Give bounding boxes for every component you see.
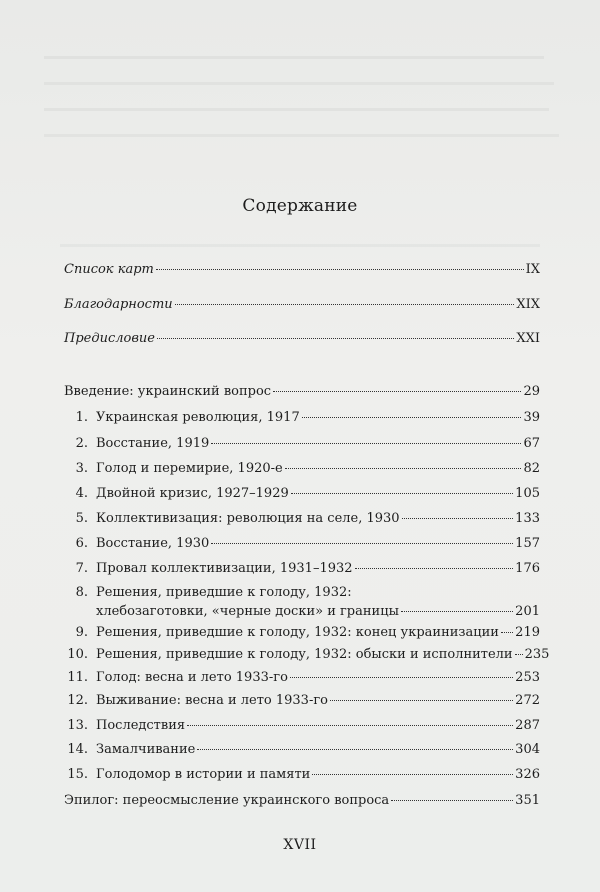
toc-entry-title: Голод и перемирие, 1920-е [96,461,283,476]
toc-entry-title: Восстание, 1930 [96,536,210,551]
chapter-number: 15. [67,767,88,782]
toc-chapter [64,536,540,552]
toc-entry-title: Решения, приведшие к голоду, 1932: [96,585,352,600]
toc-front-item [64,262,540,278]
toc-entry-title: Благодарности [64,297,173,312]
toc-chapter [64,670,540,686]
chapter-number: 12. [67,693,88,708]
dot-leader [330,699,513,701]
toc-chapter [64,486,540,502]
dot-leader [175,303,515,305]
toc-chapter [64,625,540,641]
toc-entry-title: Двойной кризис, 1927–1929 [96,486,289,501]
dot-leader [157,337,514,339]
chapter-number: 5. [75,511,88,526]
toc-chapter [64,693,540,709]
toc-entry-page: XIX [516,297,540,312]
dot-leader [273,390,521,392]
toc-epilogue [64,793,540,809]
dot-leader [290,676,513,678]
toc-entry-title: Коллективизация: революция на селе, 1930 [96,511,400,526]
show-through-text [60,236,560,258]
toc-entry-page: 29 [523,384,540,399]
dot-leader [515,653,523,655]
toc-entry-title: Решения, приведшие к голоду, 1932: обыски и исполнители [96,647,513,662]
dot-leader [187,724,513,726]
page-title: Содержание [242,196,358,216]
dot-leader [391,799,513,801]
toc-entry-page: 201 [515,604,540,619]
toc-entry-title: Восстание, 1919 [96,436,210,451]
toc-chapter [64,561,540,577]
dot-leader [291,492,513,494]
toc-entry-title: Эпилог: переосмысление украинского вопроса [64,793,390,808]
toc-chapter [64,511,540,527]
chapter-number: 6. [75,536,88,551]
toc-chapter [64,647,550,663]
dot-leader [401,610,513,612]
show-through-text [44,44,564,154]
chapter-number: 13. [67,718,88,733]
toc-entry-title: Голод: весна и лето 1933-го [96,670,288,685]
toc-entry-title: Предисловие [64,331,155,346]
page-number: XVII [283,837,317,853]
toc-chapter [64,742,540,758]
toc-entry-title: Голодомор в истории и памяти [96,767,311,782]
toc-entry-page: 219 [515,625,540,640]
toc-entry-page: 253 [515,670,540,685]
toc-chapter [64,410,540,426]
toc-entry-page: 133 [515,511,540,526]
toc-chapter [64,718,540,734]
toc-entry-page: IX [525,262,540,277]
toc-entry-page: 235 [524,647,550,662]
chapter-number: 11. [67,670,88,685]
toc-entry-title: Решения, приведшие к голоду, 1932: конец украинизации [96,625,499,640]
toc-entry-title: Выживание: весна и лето 1933-го [96,693,328,708]
toc-entry-page: 351 [515,793,540,808]
toc-entry-title: Список карт [64,262,154,277]
toc-entry-page: 157 [515,536,540,551]
toc-intro [64,384,540,400]
dot-leader [285,467,522,469]
toc-entry-page: 39 [523,410,540,425]
dot-leader [355,567,514,569]
dot-leader [501,631,513,633]
toc-entry-page: 82 [523,461,540,476]
chapter-number: 14. [67,742,88,757]
dot-leader [402,517,514,519]
chapter-number: 10. [67,647,88,662]
chapter-number: 3. [75,461,88,476]
toc-chapter [64,461,540,477]
toc-entry-page: 304 [515,742,540,757]
toc-chapter [64,436,540,452]
toc-entry-title: Последствия [96,718,186,733]
dot-leader [211,442,521,444]
toc-entry-page: XXI [516,331,540,346]
dot-leader [312,773,513,775]
toc-entry-page: 272 [515,693,540,708]
chapter-number: 8. [75,585,88,600]
toc-entry-title: Замалчивание [96,742,196,757]
chapter-number: 1. [75,410,88,425]
dot-leader [302,416,522,418]
toc-entry-page: 287 [515,718,540,733]
toc-front-item [64,297,540,313]
toc-entry-page: 105 [515,486,540,501]
chapter-number: 7. [75,561,88,576]
toc-entry-page: 67 [523,436,540,451]
toc-entry-title: Украинская революция, 1917 [96,410,300,425]
toc-entry-title-cont: хлебозаготовки, «черные доски» и границы [96,604,399,619]
toc-chapter [64,583,540,621]
chapter-number: 9. [75,625,88,640]
chapter-number: 4. [75,486,88,501]
toc-front-item [64,331,540,347]
toc-entry-page: 326 [515,767,540,782]
toc-entry-title: Провал коллективизации, 1931–1932 [96,561,353,576]
toc-entry-page: 176 [515,561,540,576]
dot-leader [211,542,513,544]
chapter-number: 2. [75,436,88,451]
dot-leader [197,748,513,750]
dot-leader [156,268,524,270]
toc-entry-title: Введение: украинский вопрос [64,384,272,399]
toc-chapter [64,767,540,783]
